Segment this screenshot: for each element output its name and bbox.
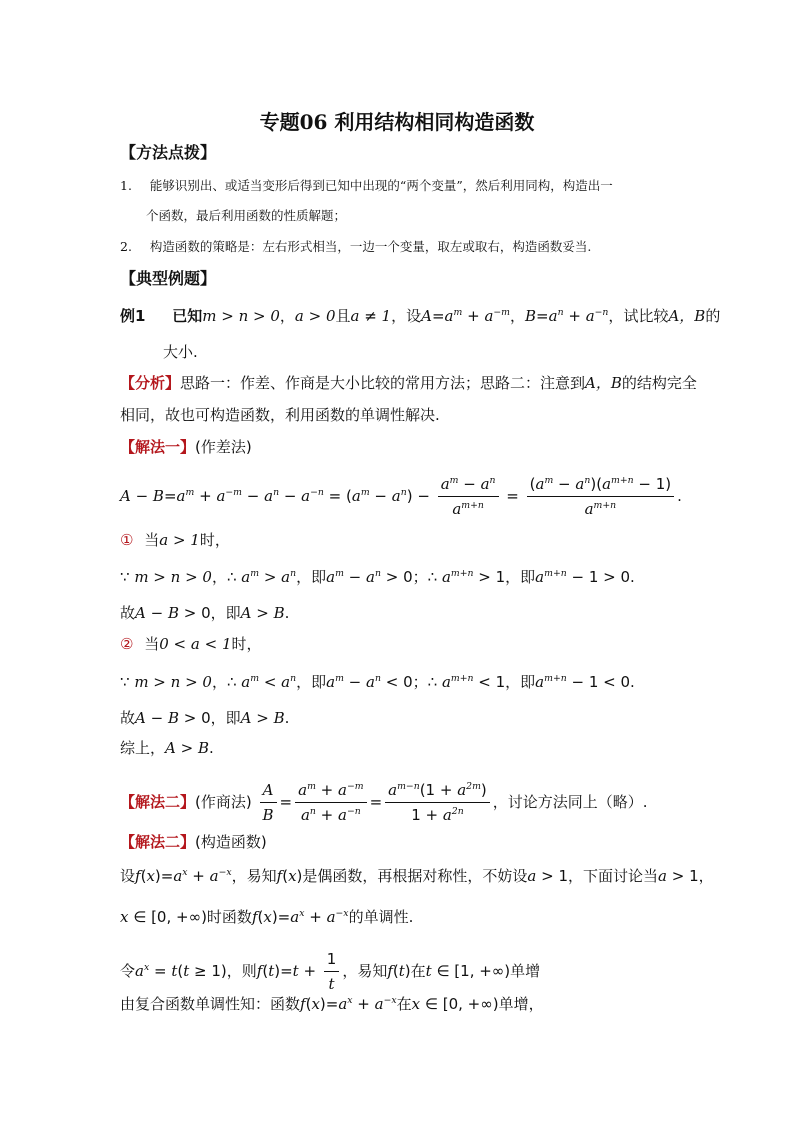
fraction-3: $\frac{A}{B}$ [260,780,277,825]
method-point-1: 1. 能够识别出、或适当变形后得到已知中出现的“两个变量”，然后利用同构，构造出一 [120,178,613,193]
case-2-heading: ② 当0 < a < 1时， [120,635,262,653]
solution-1-heading: 【解法一】(作差法) [120,438,252,456]
case-2-reasoning: ∵ m > n > 0，∴ $a^m < a^n$，即$a^m - a^n < 0$；∴ $a^{m+n} < 1$，即$a^{m+n} - 1 < 0$. [120,673,635,691]
solution-2: 【解法二】(作商法) $\frac{A}{B}$ = $\frac{a^m + a^{-m}}{a^n + a^{-n}}$ = $\frac{a^{m-n}(1 + a^{2m})}{1 + a^{2n}}$ ，讨论方法同上（略）. [120,781,648,824]
analysis-line-1: 【分析】思路一：作差、作商是大小比较的常用方法；思路二：注意到A，B的结构完全 [120,374,697,392]
fraction-5: $\frac{a^{m-n}(1 + a^{2m})}{1 + a^{2n}}$ [385,780,490,825]
page-title: 专题06 利用结构相同构造函数 [259,110,535,134]
solution-3-line-2: x ∈ [0, +∞)时函数$f(x)=a^x + a^{-x}$的单调性. [120,908,414,926]
case-1-heading: ① 当a > 1时， [120,531,230,549]
solution-3-line-4: 由复合函数单调性知：函数$f(x)=a^x + a^{-x}$在x ∈ [0, +∞)单增， [120,995,544,1013]
solution-3-line-1: 设$f(x)=a^x + a^{-x}$，易知f(x)是偶函数，再根据对称性，不妨设a > 1，下面讨论当a > 1， [120,867,714,885]
fraction-4: $\frac{a^m + a^{-m}}{a^n + a^{-n}}$ [295,780,366,825]
example-label: 例1 [120,307,146,325]
case-2-conclusion: 故A − B > 0，即A > B. [120,709,290,727]
analysis-line-2: 相同，故也可构造函数，利用函数的单调性解决. [120,406,440,424]
fraction-2: $\frac{(a^m - a^n)(a^{m+n} - 1)}{a^{m+n}}$ [527,474,674,519]
solution-1-equation: $A - B=a^m + a^{-m} - a^n - a^{-n} = (a^m - a^n)$ − $\frac{a^m - a^n}{a^{m+n}}$ = $\frac{(a^m - a^n)(a^{m+n} - 1)}{a^{m+n}}$ . [120,475,682,518]
example-1-statement: 例1 已知m > n > 0，a > 0且a ≠ 1，设$A=a^m + a^{-m}$，$B=a^n + a^{-n}$，试比较A，B的 [120,307,721,325]
method-point-1-cont: 个函数，最后利用函数的性质解题； [146,208,347,223]
method-point-2: 2. 构造函数的策略是：左右形式相当，一边一个变量，取左或取右，构造函数妥当. [120,239,592,254]
case-1-conclusion: 故A − B > 0，即A > B. [120,604,290,622]
case-1-reasoning: ∵ m > n > 0，∴ $a^m > a^n$，即$a^m - a^n > 0$；∴ $a^{m+n} > 1$，即$a^{m+n} - 1 > 0$. [120,568,635,586]
section-heading-method: 【方法点拨】 [120,143,217,162]
fraction-6: $\frac{1}{t}$ [324,949,340,994]
section-heading-examples: 【典型例题】 [120,269,217,288]
fraction-1: $\frac{a^m - a^n}{a^{m+n}}$ [438,474,499,519]
summary: 综上，A > B. [120,739,214,757]
solution-3-heading: 【解法二】(构造函数) [120,833,267,851]
solution-3-line-3: 令$a^x = t(t \ge 1)$，则f(t)=t + $\frac{1}{t}$ ，易知f(t)在t ∈ [1, +∞)单增 [120,950,541,993]
example-1-statement-cont: 大小. [163,343,198,361]
